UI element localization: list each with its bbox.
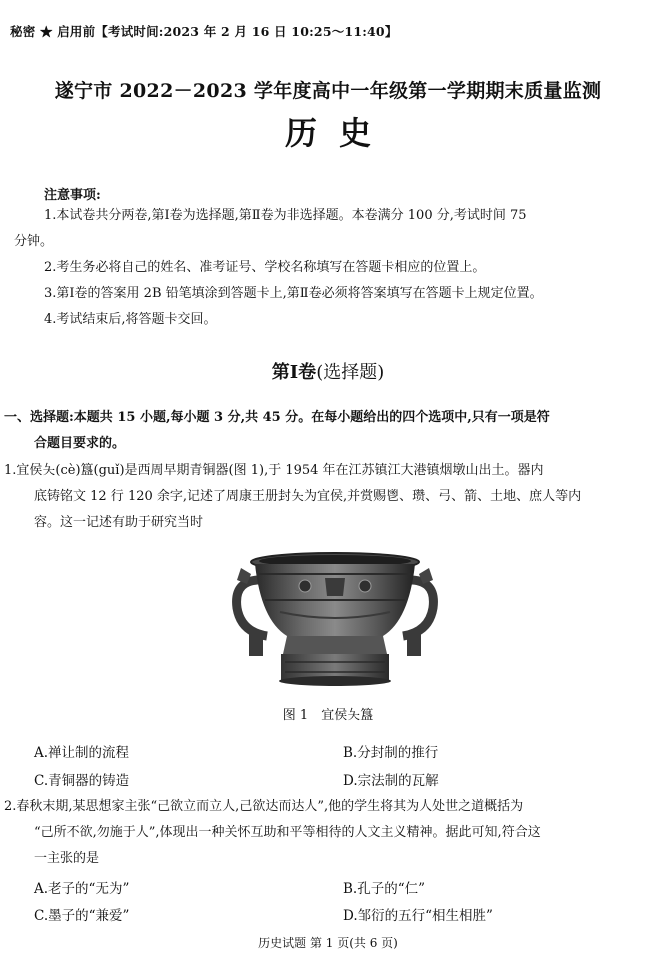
q2-option-a: A.老子的“无为” xyxy=(34,881,130,897)
notice-item-2: 2.考生务必将自己的姓名、准考证号、学校名称填写在答题卡相应的位置上。 xyxy=(44,260,486,275)
q2-stem-line-2: “己所不欲,勿施于人”,体现出一种关怀互助和平等相待的人文主义精神。据此可知,符合这 xyxy=(34,825,541,840)
bronze-vessel-figure xyxy=(225,550,445,695)
subject-title: 历史 xyxy=(284,114,393,152)
page-footer: 历史试题 第 1 页(共 6 页) xyxy=(258,936,398,950)
q2-option-b: B.孔子的“仁” xyxy=(343,881,426,897)
q1-stem-line-1: 1.宜侯夨(cè)簋(guǐ)是西周早期青铜器(图 1),于 1954 年在江苏镇江大港镇烟墩山出土。器内 xyxy=(4,463,544,478)
q2-stem-line-1: 2.春秋末期,某思想家主张“己欲立而立人,己欲达而达人”,他的学生将其为人处世之道概括为 xyxy=(4,799,524,814)
exam-title: 遂宁市 2022－2023 学年度高中一年级第一学期期末质量监测 xyxy=(54,80,602,102)
q1-option-d: D.宗法制的瓦解 xyxy=(343,773,439,789)
notice-item-1: 1.本试卷共分两卷,第Ⅰ卷为选择题,第Ⅱ卷为非选择题。本卷满分 100 分,考试时间 75 xyxy=(44,208,527,223)
q2-stem-line-3: 一主张的是 xyxy=(34,851,100,866)
section-title-paren: (选择题) xyxy=(316,362,385,383)
q1-option-a: A.禅让制的流程 xyxy=(34,745,130,761)
figure-caption: 图 1 宜侯夨簋 xyxy=(282,708,374,723)
notice-item-1-cont: 分钟。 xyxy=(14,234,54,249)
notice-heading: 注意事项: xyxy=(44,188,101,203)
q1-option-c: C.青铜器的铸造 xyxy=(34,773,130,789)
notice-item-3: 3.第Ⅰ卷的答案用 2B 铅笔填涂到答题卡上,第Ⅱ卷必须将答案填写在答题卡上规定位置。 xyxy=(44,286,543,301)
q2-option-d: D.邹衍的五行“相生相胜” xyxy=(343,908,493,924)
section-title xyxy=(0,358,656,384)
exam-header: 秘密 ★ 启用前【考试时间:2023 年 2 月 16 日 10:25～11:40】 xyxy=(10,24,398,39)
notice-item-4: 4.考试结束后,将答题卡交回。 xyxy=(44,312,217,327)
q1-option-b: B.分封制的推行 xyxy=(343,745,439,761)
part-one-instruction-cont: 合题目要求的。 xyxy=(34,436,126,451)
q1-stem-line-3: 容。这一记述有助于研究当时 xyxy=(34,515,204,530)
part-one-instruction: 一、选择题:本题共 15 小题,每小题 3 分,共 45 分。在每小题给出的四个选项中,只有一项是符 xyxy=(4,410,550,425)
section-title-main: 第Ⅰ卷 xyxy=(271,362,317,383)
q2-option-c: C.墨子的“兼爱” xyxy=(34,908,130,924)
q1-stem-line-2: 底铸铭文 12 行 120 余字,记述了周康王册封夨为宜侯,并赏赐鬯、瓒、弓、箭、土地、庶人等内 xyxy=(34,489,582,504)
